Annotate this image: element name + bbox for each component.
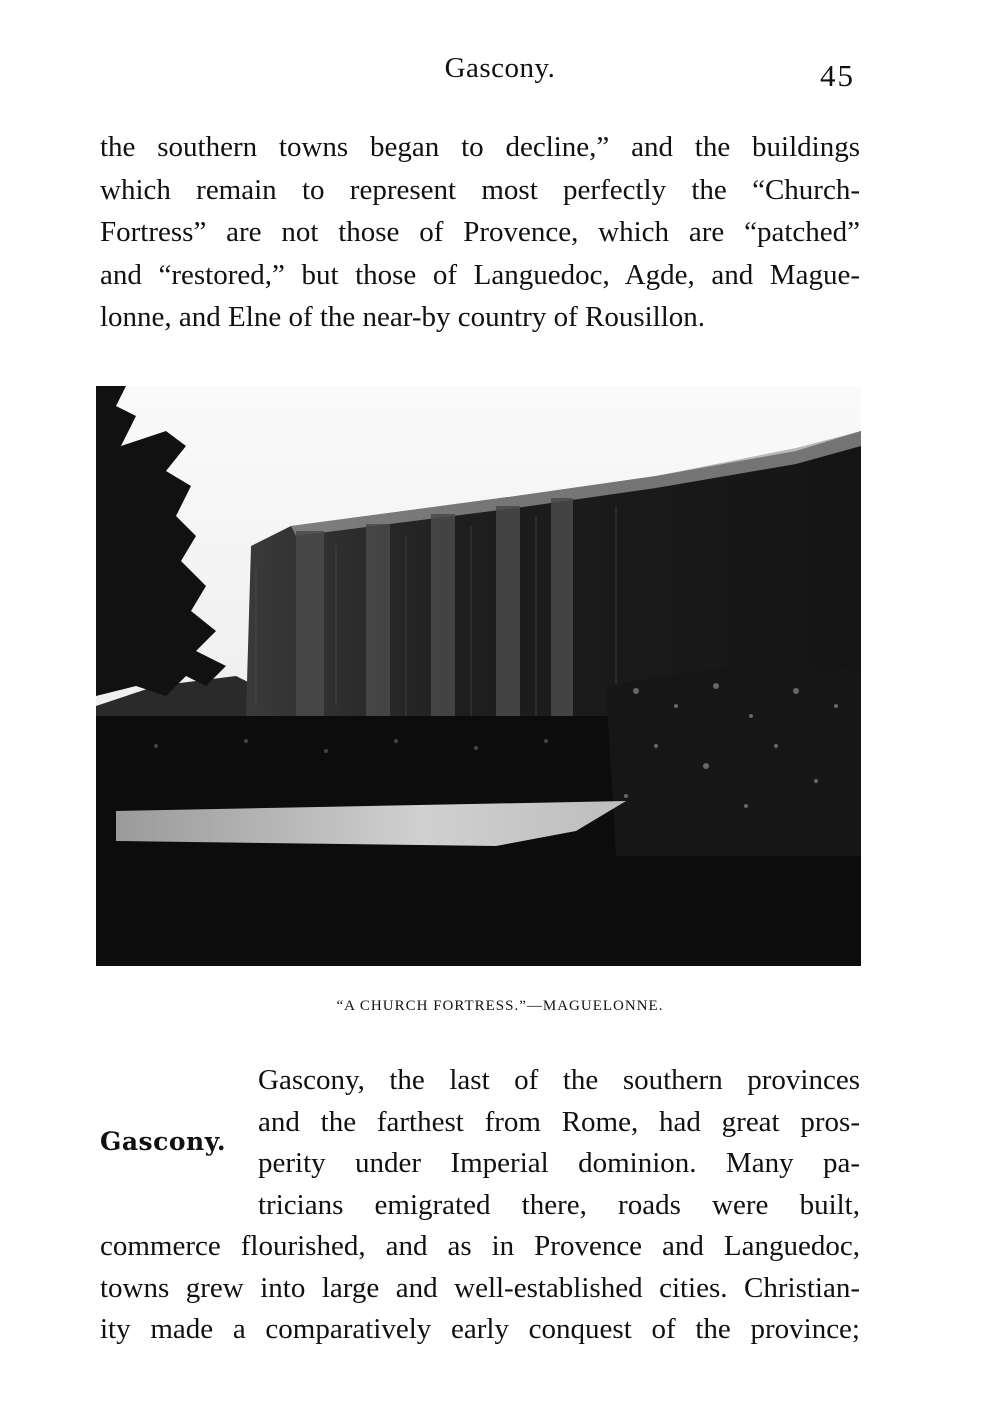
text-line: perity under Imperial dominion. Many pa- <box>258 1147 860 1180</box>
text-line: tricians emigrated there, roads were built, <box>258 1188 860 1221</box>
section-paragraph-indented <box>258 1060 860 1226</box>
text-line: Fortress” are not those of Provence, which are “patched” <box>100 216 860 248</box>
opening-paragraph <box>100 126 860 339</box>
church-fortress-photograph <box>96 386 861 966</box>
text-line: commerce flourished, and as in Provence and Languedoc, <box>100 1230 860 1262</box>
text-line: Gascony, the last of the southern provinces <box>258 1064 860 1096</box>
text-line: and the farthest from Rome, had great pros- <box>258 1105 860 1138</box>
running-head <box>0 52 1000 92</box>
text-line: the southern towns began to decline,” and the buildings <box>100 131 860 163</box>
section-paragraph-full <box>100 1226 860 1351</box>
text-line: towns grew into large and well-established cities. Christian- <box>100 1271 860 1304</box>
text-line: which remain to represent most perfectly the “Church- <box>100 173 860 206</box>
photograph-illustration <box>96 386 861 966</box>
running-title: Gascony. <box>444 52 556 84</box>
page-number: 45 <box>820 58 855 93</box>
bushes <box>606 666 861 856</box>
side-heading: Gascony. <box>100 1127 227 1156</box>
text-line: lonne, and Elne of the near-by country of Rousillon. <box>100 301 706 333</box>
text-line: and “restored,” but those of Languedoc, Agde, and Mague- <box>100 258 860 291</box>
text-line: ity made a comparatively early conquest of the province; <box>100 1313 860 1346</box>
plate-caption: “A CHURCH FORTRESS.”—MAGUELONNE. <box>336 998 664 1014</box>
